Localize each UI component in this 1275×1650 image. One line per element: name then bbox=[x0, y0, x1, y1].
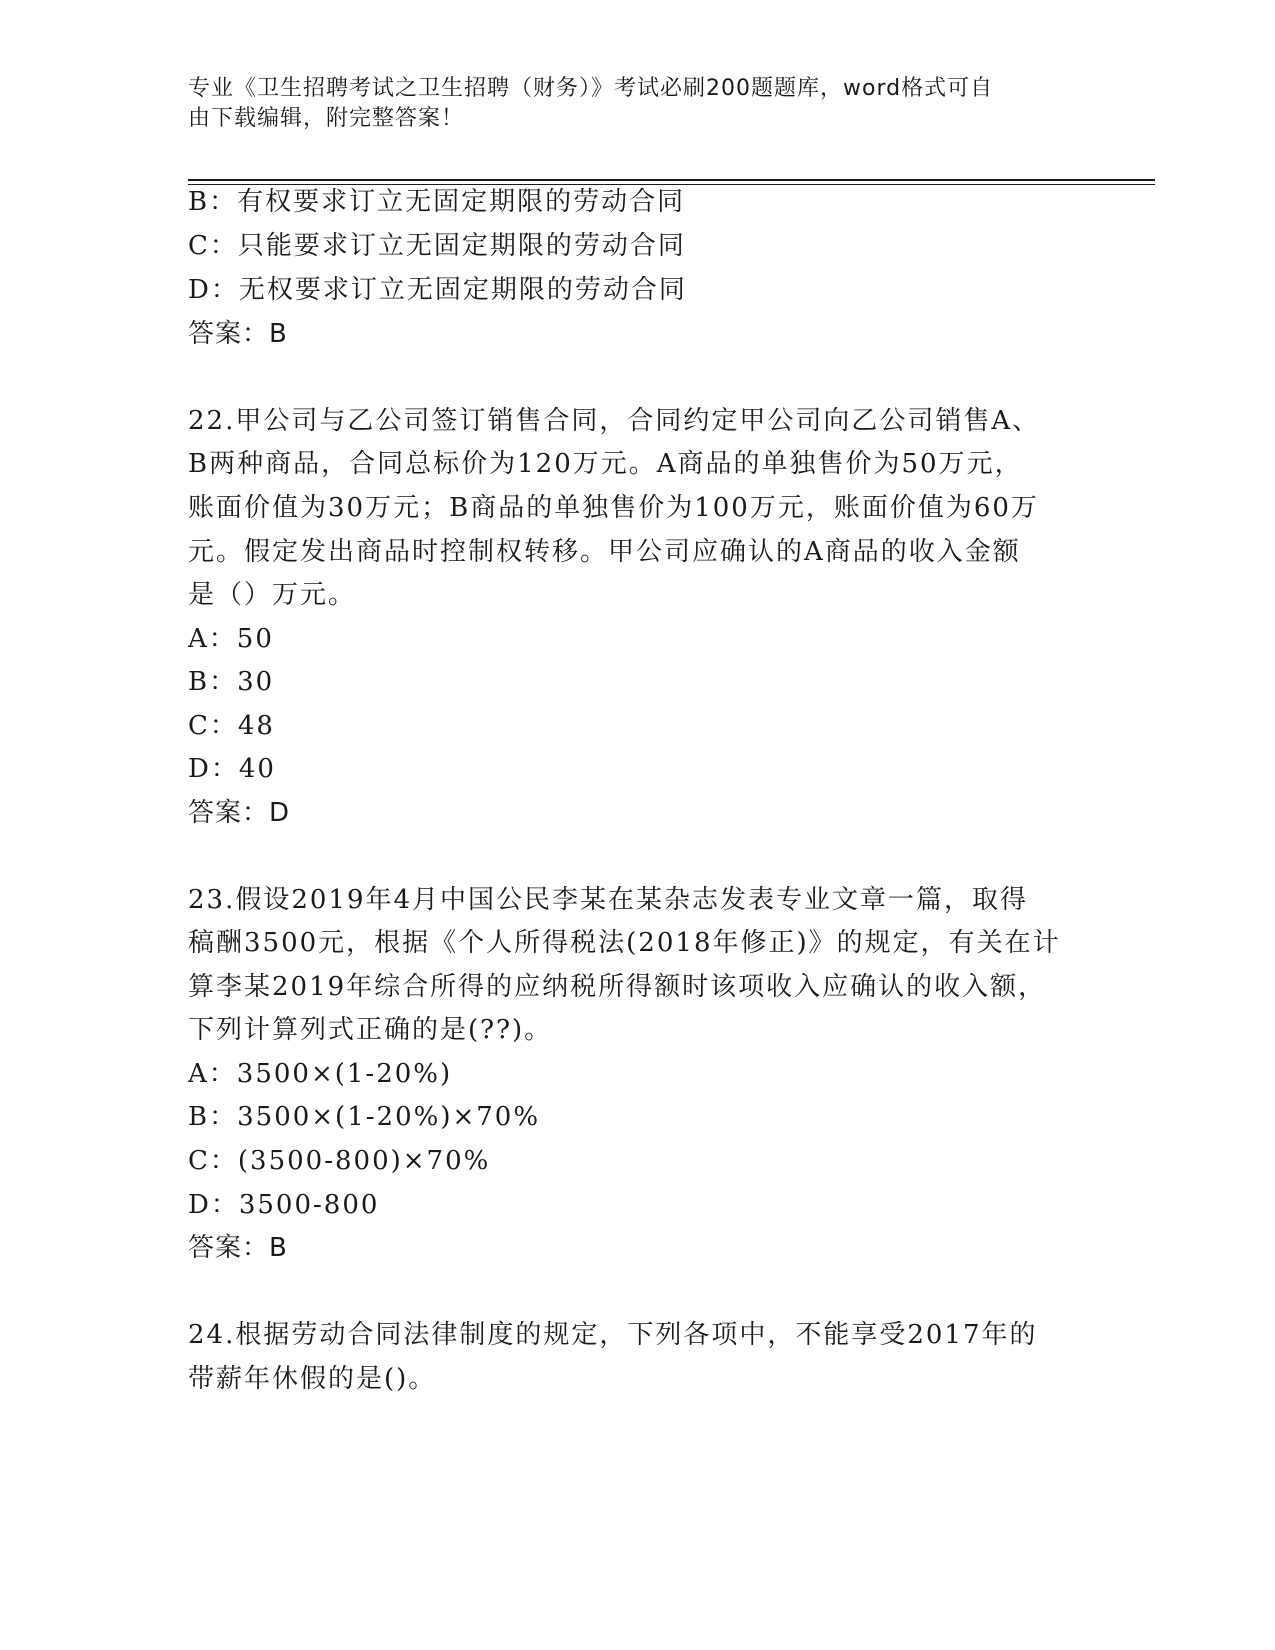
option-b: B：30 bbox=[188, 667, 275, 697]
question-text-line: 下列计算列式正确的是(??)。 bbox=[188, 1015, 553, 1045]
option-d: D：无权要求订立无固定期限的劳动合同 bbox=[188, 275, 687, 305]
question-text-line: 元。假定发出商品时控制权转移。甲公司应确认的A商品的收入金额 bbox=[188, 537, 1021, 567]
question-text-line: 稿酬3500元，根据《个人所得税法(2018年修正)》的规定，有关在计 bbox=[188, 928, 1061, 958]
option-b: B：有权要求订立无固定期限的劳动合同 bbox=[188, 187, 686, 217]
header-divider-thick bbox=[188, 179, 1155, 181]
option-b: B：3500×(1-20%)×70% bbox=[188, 1102, 541, 1132]
option-a: A：3500×(1-20%) bbox=[188, 1059, 453, 1089]
question-text-line: 算李某2019年综合所得的应纳税所得额时该项收入应确认的收入额， bbox=[188, 972, 1047, 1002]
option-c: C：48 bbox=[188, 711, 275, 741]
header-line-2: 由下载编辑，附完整答案！ bbox=[188, 106, 465, 131]
question-text-line: 23.假设2019年4月中国公民李某在某杂志发表专业文章一篇，取得 bbox=[188, 885, 1029, 915]
answer: 答案：B bbox=[188, 1233, 288, 1263]
document-header bbox=[188, 74, 1078, 134]
option-c: C：(3500-800)×70% bbox=[188, 1146, 491, 1176]
question-text-line: 24.根据劳动合同法律制度的规定，下列各项中，不能享受2017年的 bbox=[188, 1320, 1038, 1350]
question-text-line: B两种商品，合同总标价为120万元。A商品的单独售价为50万元， bbox=[188, 449, 1023, 479]
option-c: C：只能要求订立无固定期限的劳动合同 bbox=[188, 231, 686, 261]
question-text-line: 22.甲公司与乙公司签订销售合同，合同约定甲公司向乙公司销售A、 bbox=[188, 406, 1041, 436]
question-text-line: 账面价值为30万元；B商品的单独售价为100万元，账面价值为60万 bbox=[188, 493, 1039, 523]
question-text-line: 是（）万元。 bbox=[188, 580, 357, 610]
question-text-line: 带薪年休假的是()。 bbox=[188, 1364, 437, 1394]
answer: 答案：D bbox=[188, 798, 291, 828]
option-a: A：50 bbox=[188, 624, 274, 654]
answer: 答案：B bbox=[188, 319, 288, 349]
option-d: D：3500-800 bbox=[188, 1190, 380, 1220]
header-line-1: 专业《卫生招聘考试之卫生招聘（财务）》考试必刷200题题库，word格式可自 bbox=[188, 76, 994, 101]
header-divider-thin bbox=[188, 184, 1155, 185]
option-d: D：40 bbox=[188, 754, 276, 784]
